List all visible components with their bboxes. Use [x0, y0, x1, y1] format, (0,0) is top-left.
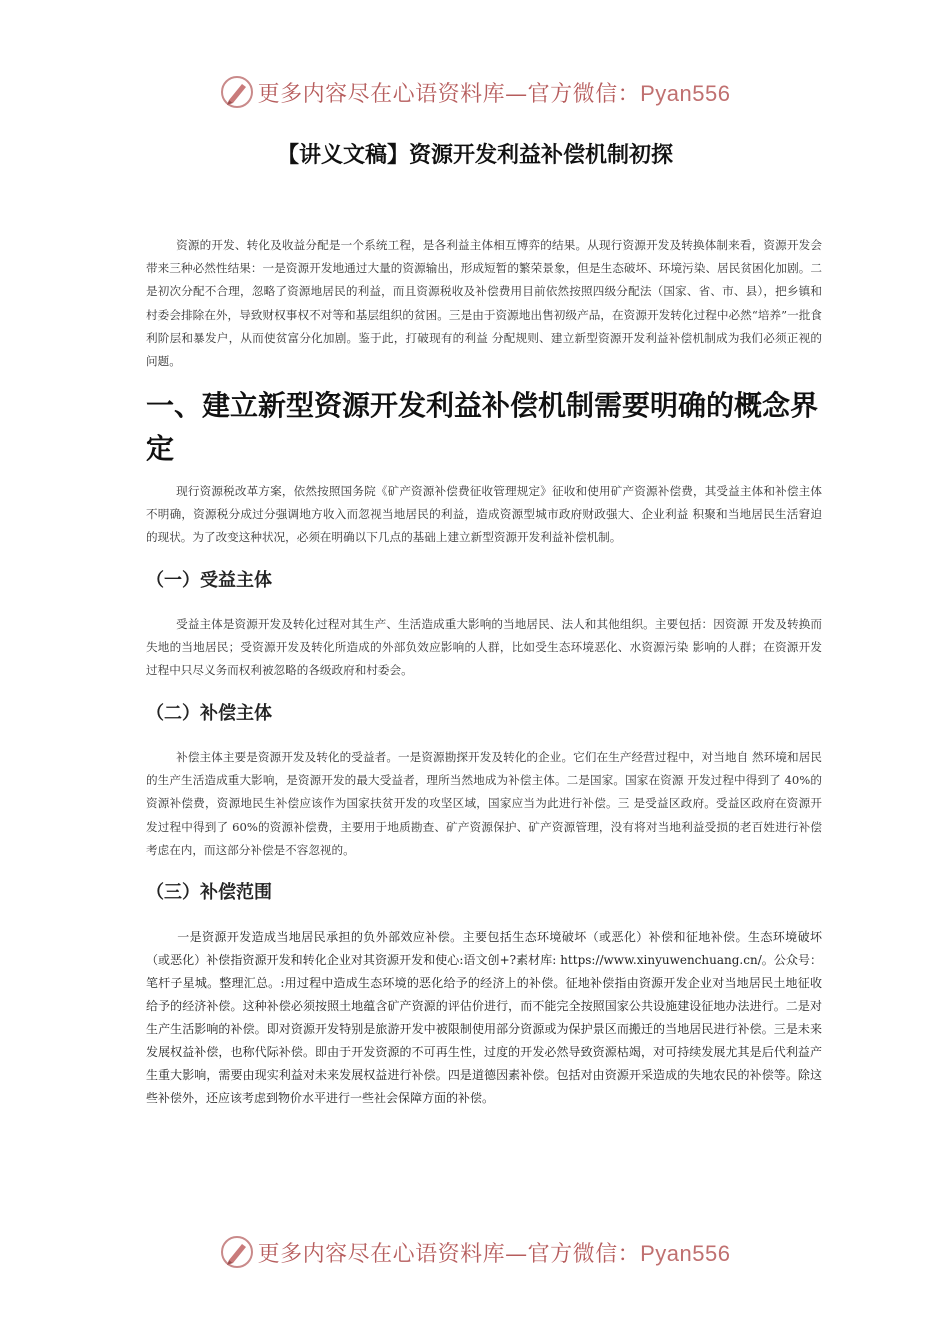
subsection-heading-scope: （三）补偿范围	[146, 882, 272, 903]
footer-banner	[0, 1232, 950, 1272]
subsection-3-paragraph: 一是资源开发造成当地居民承担的负外部效应补偿。主要包括生态环境破坏（或恶化）补偿和征地补偿。生态环境破坏（或恶化）补偿指资源开发和转化企业对其资源开发和使心:语文创+?素材库: https://www.xinyuwenchuang.cn/。公众号：笔杆子星城。整理汇总。:用过程中造成生态环境的恶化给予的经济上的补偿。征地补偿指由资源开发企业对当地居民土地征收给予的经济补偿。这种补偿必须按照土地蕴含矿产资源的评估价进行，而不能完全按照国家公共设施建设征地办法进行。二是对生产生活影响的补偿。即对资源开发特别是旅游开发中被限制使用部分资源或为保护景区而搬迁的当地居民进行补偿。三是未来发展权益补偿，也称代际补偿。即由于开发资源的不可再生性，过度的开发必然导致资源枯竭，对可持续发展尤其是后代利益产生重大影响，需要由现实利益对未来发展权益进行补偿。四是道德因素补偿。包括对由资源开采造成的失地农民的补偿等。除这些补偿外，还应该考虑到物价水平进行一些社会保障方面的补偿。	[146, 930, 822, 1105]
pen-logo-icon	[220, 1235, 254, 1269]
section-1-paragraph: 现行资源税改革方案，依然按照国务院《矿产资源补偿费征收管理规定》征收和使用矿产资源补偿费，其受益主体和补偿主体不明确，资源税分成过分强调地方收入而忽视当地居民的利益，造成资源型城市政府财政强大、企业利益 积聚和当地居民生活窘迫的现状。为了改变这种状况，必须在明确以下几点的基础上建立新型资源开发利益补偿机制。	[146, 484, 822, 545]
banner-text: 更多内容尽在心语资料库—官方微信：Pyan556	[257, 1240, 731, 1267]
banner-text: 更多内容尽在心语资料库—官方微信：Pyan556	[257, 80, 731, 107]
intro-paragraph: 资源的开发、转化及收益分配是一个系统工程，是各利益主体相互博弈的结果。从现行资源开发及转换体制来看，资源开发会带来三种必然性结果：一是资源开发地通过大量的资源输出，形成短暂的繁荣景象，但是生态破坏、环境污染、居民贫困化加剧。二是初次分配不合理，忽略了资源地居民的利益，而且资源税收及补偿费用目前依然按照四级分配法（国家、省、市、县），把乡镇和村委会排除在外，导致财权事权不对等和基层组织的贫困。三是由于资源地出售初级产品，在资源开发转化过程中必然“培养”一批食利阶层和暴发户，从而使贫富分化加剧。鉴于此，打破现有的利益 分配规则、建立新型资源开发利益补偿机制成为我们必须正视的问题。	[146, 238, 822, 369]
subsection-heading-beneficiary: （一）受益主体	[146, 570, 272, 591]
subsection-heading-compensator: （二）补偿主体	[146, 703, 272, 724]
subsection-1-paragraph: 受益主体是资源开发及转化过程对其生产、生活造成重大影响的当地居民、法人和其他组织。主要包括：因资源 开发及转换而失地的当地居民；受资源开发及转化所造成的外部负效应影响的人群，比如受生态环境恶化、水资源污染 影响的人群；在资源开发过程中只尽义务而权利被忽略的各级政府和村委会。	[146, 617, 822, 678]
document-title: 【讲义文稿】资源开发利益补偿机制初探	[276, 143, 673, 168]
wechat-id: Pyan556	[640, 80, 731, 106]
pen-logo-icon	[220, 75, 254, 109]
section-heading-1: 一、建立新型资源开发利益补偿机制需要明确的概念界定	[146, 389, 819, 465]
subsection-2-paragraph: 补偿主体主要是资源开发及转化的受益者。一是资源勘探开发及转化的企业。它们在生产经营过程中，对当地自 然环境和居民的生产生活造成重大影响，是资源开发的最大受益者，理所当然地成为补偿主体。二是国家。国家在资源 开发过程中得到了 40%的资源补偿费，资源地民生补偿应该作为国家扶贫开发的攻坚区域，国家应当为此进行补偿。三 是受益区政府。受益区政府在资源开发过程中得到了 60%的资源补偿费，主要用于地质勘查、矿产资源保护、矿产资源管理，没有将对当地利益受损的老百姓进行补偿考虑在内，而这部分补偿是不容忽视的。	[146, 750, 822, 857]
header-banner	[0, 72, 950, 112]
wechat-id: Pyan556	[640, 1240, 731, 1266]
